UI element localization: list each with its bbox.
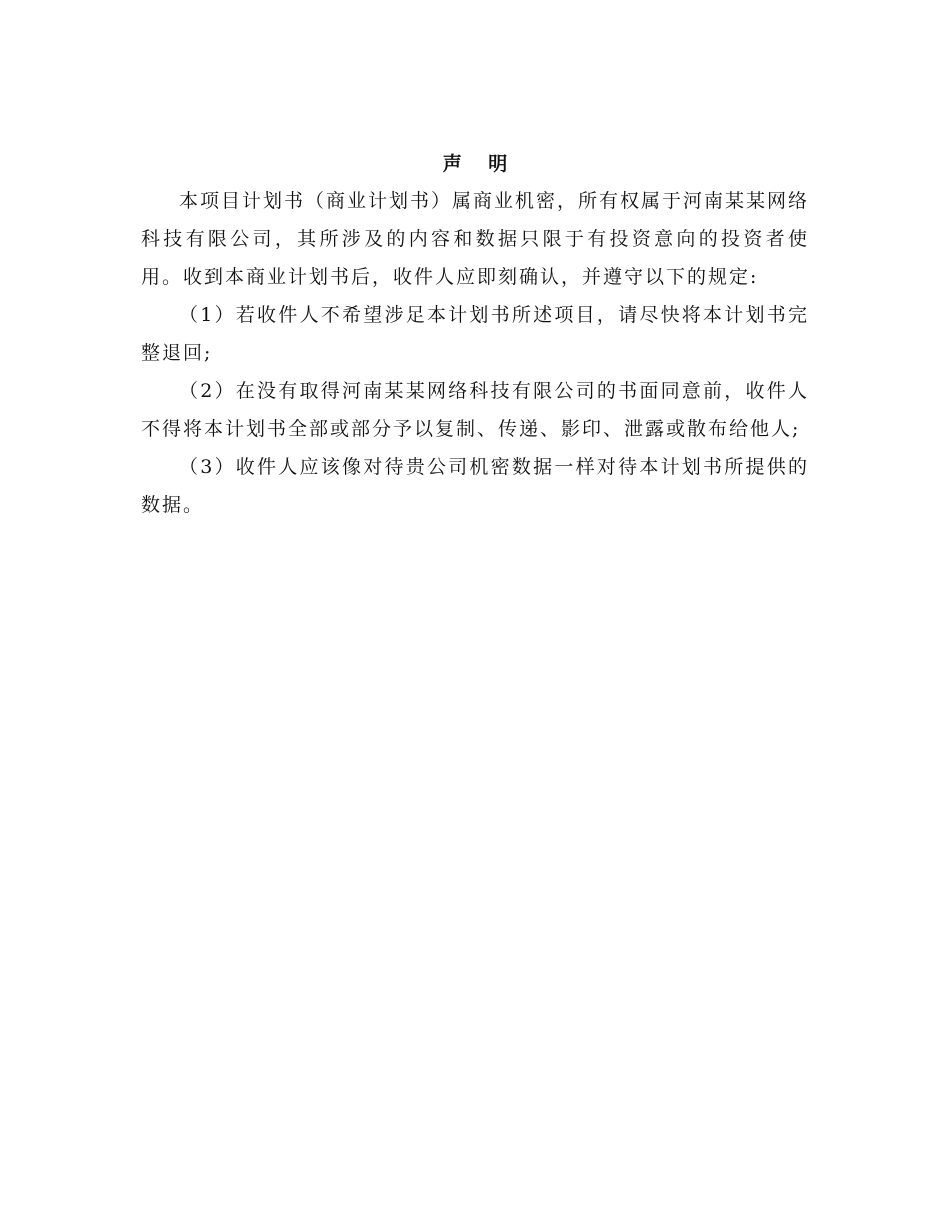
statement-section bbox=[141, 146, 809, 524]
rule-item-2: （2）在没有取得河南某某网络科技有限公司的书面同意前，收件人不得将本计划书全部或部分予以复制、传递、影印、泄露或散布给他人; bbox=[141, 380, 809, 440]
statement-title: 声 明 bbox=[442, 153, 518, 175]
rule-item-1: （1）若收件人不希望涉足本计划书所述项目，请尽快将本计划书完整退回; bbox=[141, 304, 809, 364]
confidentiality-paragraph: 本项目计划书（商业计划书）属商业机密，所有权属于河南某某网络科技有限公司，其所涉及的内容和数据只限于有投资意向的投资者使用。收到本商业计划书后，收件人应即刻确认，并遵守以下的规定: bbox=[141, 190, 810, 288]
rule-item-3: （3）收件人应该像对待贵公司机密数据一样对待本计划书所提供的数据。 bbox=[141, 456, 809, 516]
